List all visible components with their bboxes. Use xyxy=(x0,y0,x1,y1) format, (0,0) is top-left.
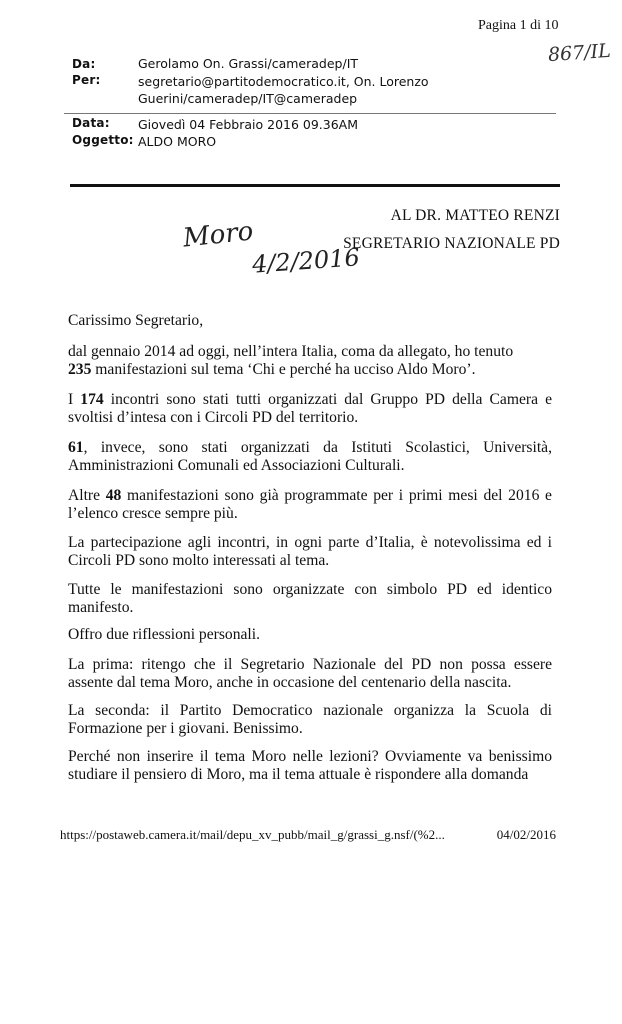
paragraph-2 xyxy=(68,391,552,427)
header-bottom-rule xyxy=(70,184,560,187)
subject-label: Oggetto: xyxy=(72,133,134,147)
addressee-line2: SEGRETARIO NAZIONALE PD xyxy=(343,235,560,252)
paragraph-8: La prima: ritengo che il Segretario Nazionale del PD non possa essere assente dal tema Moro, anche in occasione del centenario della nascita. xyxy=(68,656,552,691)
paragraph-1-text-a: dal gennaio 2014 ad oggi, nell’intera Italia, coma da allegato, ho tenuto xyxy=(68,343,514,360)
from-value: Gerolamo On. Grassi/cameradep/IT xyxy=(138,56,359,71)
paragraph-5: La partecipazione agli incontri, in ogni parte d’Italia, è notevolissima ed i Circoli PD sono molto interessati al tema. xyxy=(68,534,552,569)
addressee-line1: AL DR. MATTEO RENZI xyxy=(390,207,560,224)
page-number: Pagina 1 di 10 xyxy=(478,18,559,33)
paragraph-1-number: 235 xyxy=(68,361,92,378)
page-footer xyxy=(60,827,556,843)
paragraph-3 xyxy=(68,439,552,475)
paragraph-2-text-a: I xyxy=(68,391,81,408)
corner-handwritten-note: 867/IL xyxy=(547,39,612,67)
salutation: Carissimo Segretario, xyxy=(68,312,204,329)
paragraph-7: Offro due riflessioni personali. xyxy=(68,626,260,643)
footer-url: https://postaweb.camera.it/mail/depu_xv_pubb/mail_g/grassi_g.nsf/(%2... xyxy=(60,827,445,842)
paragraph-1 xyxy=(68,343,552,379)
to-value-line1: segretario@partitodemocratico.it, On. Lorenzo xyxy=(138,74,429,89)
handwritten-date: 4/2/2016 xyxy=(251,243,361,279)
date-value: Giovedì 04 Febbraio 2016 09.36AM xyxy=(138,117,359,132)
to-label: Per: xyxy=(72,73,101,87)
paragraph-4-text-b: manifestazioni sono già programmate per i primi mesi del 2016 e l’elenco cresce sempre più. xyxy=(68,487,552,522)
date-label: Data: xyxy=(72,116,110,130)
paragraph-4-number: 48 xyxy=(105,487,122,504)
from-label: Da: xyxy=(72,57,96,71)
handwritten-word: Moro xyxy=(181,216,255,254)
paragraph-2-text-b: incontri sono stati tutti organizzati dal Gruppo PD della Camera e svoltisi d’intesa con i Circoli PD del territorio. xyxy=(68,391,552,426)
paragraph-6: Tutte le manifestazioni sono organizzate con simbolo PD ed identico manifesto. xyxy=(68,581,552,616)
paragraph-4 xyxy=(68,487,552,523)
paragraph-1-text-b: manifestazioni sul tema ‘Chi e perché ha ucciso Aldo Moro’. xyxy=(91,361,476,378)
paragraph-10: Perché non inserire il tema Moro nelle lezioni? Ovviamente va benissimo studiare il pensiero di Moro, ma il tema attuale è rispondere alla domanda xyxy=(68,748,552,783)
subject-value: ALDO MORO xyxy=(138,134,217,149)
paragraph-3-number: 61 xyxy=(68,439,84,456)
footer-date: 04/02/2016 xyxy=(496,827,556,842)
paragraph-2-number: 174 xyxy=(80,391,104,408)
to-value-line2: Guerini/cameradep/IT@cameradep xyxy=(138,91,358,106)
letter-body xyxy=(68,312,552,330)
paragraph-3-text: , invece, sono stati organizzati da Istituti Scolastici, Università, Amministrazioni Comunali ed Associazioni Culturali. xyxy=(68,439,552,474)
header-separator xyxy=(64,113,556,114)
paragraph-9: La seconda: il Partito Democratico nazionale organizza la Scuola di Formazione per i giovani. Benissimo. xyxy=(68,702,552,737)
paragraph-4-text-a: Altre xyxy=(68,487,106,504)
